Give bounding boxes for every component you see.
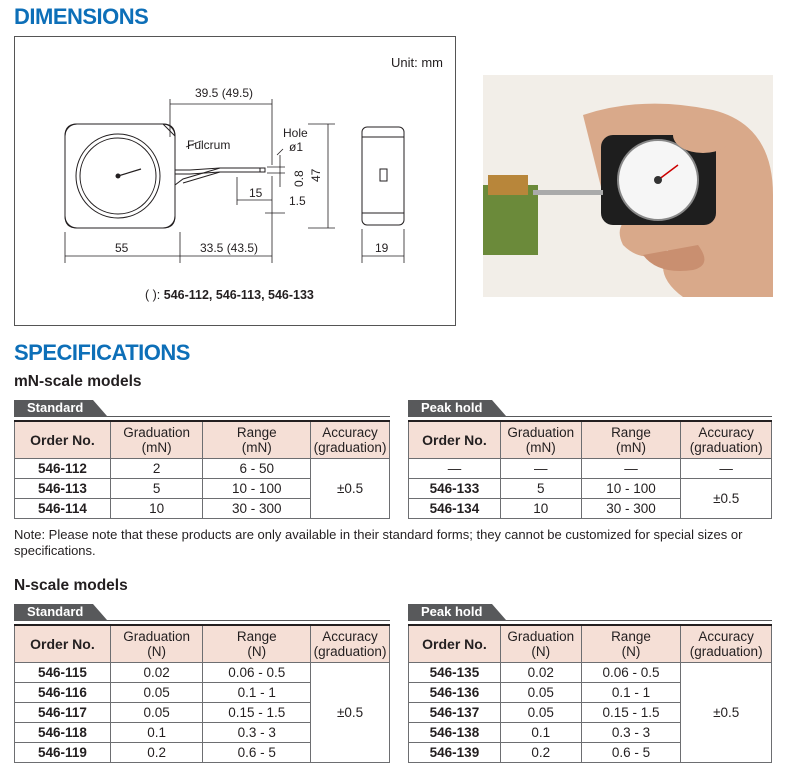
graduation-cell: 0.1	[110, 723, 203, 743]
col-accuracy-label: Accuracy	[322, 629, 378, 644]
graduation-cell: 0.2	[500, 743, 581, 763]
order-cell: 546-112	[15, 459, 111, 479]
spec-note: Note: Please note that these products are only available in their standard forms; they cannot be customized for special sizes or specifications.	[14, 527, 743, 558]
graduation-cell: 0.02	[110, 663, 203, 683]
col-order: Order No.	[409, 625, 501, 663]
mn-peak-table	[408, 420, 772, 519]
col-range-label: Range	[611, 425, 651, 440]
divider	[14, 416, 390, 417]
order-cell: 546-117	[15, 703, 111, 723]
n-peak-table	[408, 624, 772, 763]
dim-33-5: 33.5 (43.5)	[200, 241, 259, 255]
graduation-cell: 0.05	[110, 703, 203, 723]
dim-fulcrum: Fulcrum	[187, 138, 231, 152]
range-cell: 0.15 - 1.5	[581, 703, 681, 723]
col-accuracy-unit: (graduation)	[313, 440, 387, 455]
graduation-cell: 5	[500, 479, 581, 499]
graduation-cell: 0.05	[110, 683, 203, 703]
order-cell: 546-115	[15, 663, 111, 683]
dim-15: 15	[249, 186, 263, 200]
mn-peak-tag: Peak hold	[408, 400, 492, 416]
col-accuracy	[681, 421, 772, 459]
divider	[408, 416, 772, 417]
col-range	[581, 625, 681, 663]
n-peak-tag: Peak hold	[408, 604, 492, 620]
graduation-cell: 0.02	[500, 663, 581, 683]
table-row	[409, 663, 772, 683]
dimension-drawing	[15, 37, 455, 325]
dimensions-title: DIMENSIONS	[14, 4, 149, 29]
graduation-cell: —	[500, 459, 581, 479]
col-accuracy-unit: (graduation)	[313, 644, 387, 659]
col-graduation-label: Graduation	[123, 629, 191, 644]
order-cell: 546-139	[409, 743, 501, 763]
order-cell: 546-135	[409, 663, 501, 683]
col-accuracy-unit: (graduation)	[689, 440, 763, 455]
dim-hole: Hole	[283, 126, 308, 140]
col-accuracy	[311, 421, 390, 459]
col-range-label: Range	[611, 629, 651, 644]
models-prefix: ( ):	[145, 288, 164, 302]
range-cell: 30 - 300	[203, 499, 311, 519]
graduation-cell: 0.2	[110, 743, 203, 763]
n-standard-table	[14, 624, 390, 763]
table-row	[409, 479, 772, 499]
graduation-cell: 0.05	[500, 703, 581, 723]
col-range-unit: (mN)	[615, 440, 646, 455]
table-row	[15, 663, 390, 683]
range-cell: 0.3 - 3	[203, 723, 311, 743]
divider	[14, 620, 390, 621]
col-accuracy-unit: (graduation)	[689, 644, 763, 659]
col-range-unit: (N)	[247, 644, 267, 659]
order-cell: 546-134	[409, 499, 501, 519]
order-cell: 546-114	[15, 499, 111, 519]
dim-0-8: 0.8	[292, 170, 306, 187]
range-cell: 0.06 - 0.5	[203, 663, 311, 683]
side-view	[362, 127, 404, 225]
accuracy-cell: ±0.5	[681, 663, 772, 763]
range-cell: 6 - 50	[203, 459, 311, 479]
mn-scale-title: mN-scale models	[14, 373, 142, 390]
dim-47: 47	[309, 168, 323, 182]
graduation-cell: 0.1	[500, 723, 581, 743]
col-graduation-unit: (mN)	[141, 440, 172, 455]
col-range	[581, 421, 681, 459]
col-accuracy	[681, 625, 772, 663]
col-graduation	[110, 625, 203, 663]
dim-top-length: 39.5 (49.5)	[195, 86, 254, 100]
mn-standard-table	[14, 420, 390, 519]
order-cell: 546-133	[409, 479, 501, 499]
order-cell: 546-113	[15, 479, 111, 499]
col-order: Order No.	[15, 625, 111, 663]
models-list: 546-112, 546-113, 546-133	[163, 288, 314, 302]
dim-1-5: 1.5	[289, 194, 306, 208]
col-range-label: Range	[236, 629, 277, 644]
col-graduation-unit: (mN)	[525, 440, 556, 455]
col-graduation	[500, 421, 581, 459]
col-graduation-unit: (N)	[531, 644, 551, 659]
col-accuracy-label: Accuracy	[698, 425, 754, 440]
n-scale-title: N-scale models	[14, 577, 128, 594]
col-accuracy-label: Accuracy	[698, 629, 754, 644]
range-cell: 0.15 - 1.5	[203, 703, 311, 723]
models-note	[145, 288, 314, 302]
col-order: Order No.	[409, 421, 501, 459]
col-graduation-unit: (N)	[147, 644, 166, 659]
col-accuracy-label: Accuracy	[322, 425, 378, 440]
dim-55: 55	[115, 241, 129, 255]
range-cell: 0.3 - 3	[581, 723, 681, 743]
graduation-cell: 10	[500, 499, 581, 519]
col-graduation	[110, 421, 203, 459]
unit-label: Unit: mm	[391, 55, 443, 70]
order-cell: —	[409, 459, 501, 479]
col-graduation-label: Graduation	[507, 629, 575, 644]
product-photo	[483, 75, 773, 297]
dim-hole-dia: ø1	[289, 140, 304, 154]
col-range	[203, 421, 311, 459]
range-cell: 0.6 - 5	[203, 743, 311, 763]
n-standard-tag: Standard	[14, 604, 93, 620]
col-order: Order No.	[15, 421, 111, 459]
accuracy-cell: —	[681, 459, 772, 479]
order-cell: 546-138	[409, 723, 501, 743]
order-cell: 546-136	[409, 683, 501, 703]
range-cell: 10 - 100	[203, 479, 311, 499]
order-cell: 546-118	[15, 723, 111, 743]
col-graduation-label: Graduation	[123, 425, 191, 440]
col-range-label: Range	[236, 425, 277, 440]
graduation-cell: 2	[110, 459, 203, 479]
order-cell: 546-119	[15, 743, 111, 763]
specifications-title: SPECIFICATIONS	[14, 340, 190, 365]
col-graduation-label: Graduation	[507, 425, 575, 440]
dimension-drawing-box	[14, 36, 456, 326]
graduation-cell: 10	[110, 499, 203, 519]
range-cell: 0.1 - 1	[581, 683, 681, 703]
accuracy-cell: ±0.5	[311, 459, 390, 519]
range-cell: 0.1 - 1	[203, 683, 311, 703]
graduation-cell: 0.05	[500, 683, 581, 703]
accuracy-cell: ±0.5	[681, 479, 772, 519]
divider	[408, 620, 772, 621]
range-cell: 10 - 100	[581, 479, 681, 499]
col-range	[203, 625, 311, 663]
range-cell: 0.6 - 5	[581, 743, 681, 763]
order-cell: 546-137	[409, 703, 501, 723]
mn-standard-tag: Standard	[14, 400, 93, 416]
col-graduation	[500, 625, 581, 663]
accuracy-cell: ±0.5	[311, 663, 390, 763]
col-range-unit: (mN)	[241, 440, 272, 455]
dim-19: 19	[375, 241, 389, 255]
table-row	[409, 459, 772, 479]
col-range-unit: (N)	[621, 644, 641, 659]
order-cell: 546-116	[15, 683, 111, 703]
range-cell: —	[581, 459, 681, 479]
range-cell: 30 - 300	[581, 499, 681, 519]
range-cell: 0.06 - 0.5	[581, 663, 681, 683]
graduation-cell: 5	[110, 479, 203, 499]
col-accuracy	[311, 625, 390, 663]
table-row	[15, 459, 390, 479]
